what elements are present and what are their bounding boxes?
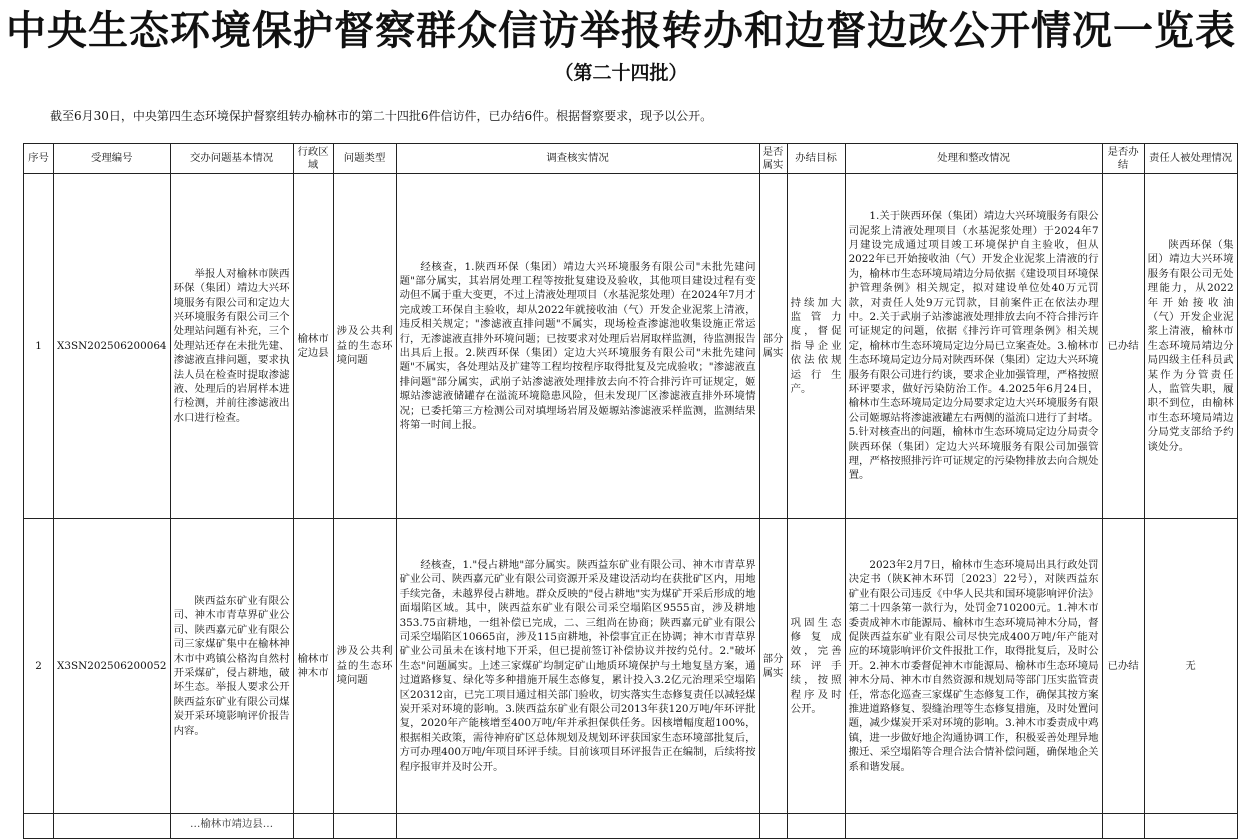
- header-seq: 序号: [24, 144, 54, 174]
- cell-true: 部分属实: [759, 174, 787, 519]
- header-handling: 处理和整改情况: [845, 144, 1102, 174]
- cell-region: 榆林市神木市: [293, 519, 333, 814]
- cell-true: 部分属实: [759, 519, 787, 814]
- cell-responsible: 陕西环保（集团）靖边大兴环境服务有限公司无处理能力，从2022年开始接收油（气）开发企业泥浆上清液，榆林市生态环境局靖边分局四级主任科员武某作为分管责任人，监管失职，履职不到位，由榆林市生态环境局靖边分局党支部给予约谈处分。: [1144, 174, 1237, 519]
- header-type: 问题类型: [333, 144, 396, 174]
- cell-issue-partial: …榆林市靖边县…: [190, 817, 274, 830]
- cell-issue: 陕西益东矿业有限公司、神木市青草界矿业公司、陕西嘉元矿业有限公司三家煤矿集中在榆林神木市中鸡镇公格沟自然村开采煤矿，侵占耕地，破坏生态。举报人要求公开陕西益东矿业有限公司煤炭开采环境影响评价报告内容。: [170, 519, 293, 814]
- header-issue: 交办问题基本情况: [170, 144, 293, 174]
- cell-type: 涉及公共利益的生态环境问题: [333, 174, 396, 519]
- table-row: [24, 519, 1238, 814]
- intro-paragraph: 截至6月30日，中央第四生态环境保护督察组转办榆林市的第二十四批6件信访件，已办结6件。根据督察要求，现予以公开。: [50, 109, 713, 123]
- cell-issue: 举报人对榆林市陕西环保（集团）靖边大兴环境服务有限公司和定边大兴环境服务有限公司三个处理站问题有补充，三个处理站还存在未批先建、渗滤液直排问题，要求执法人员在检查时提取渗滤液、处理后的岩屑样本进行检测，并前往渗滤液出水口进行检查。: [170, 174, 293, 519]
- cell-type: 涉及公共利益的生态环境问题: [333, 519, 396, 814]
- cell-investigation: 经核查，1.陕西环保（集团）靖边大兴环境服务有限公司"未批先建问题"部分属实，其岩屑处理工程等按批复建设及验收，其他项目建设过程有变动但不属于重大变更，不过上清液处理项目（水基泥浆处理）在2024年7月才完成竣工环保自主验收，却从2022年就接收油（气）开发企业泥浆上清液，违反相关规定；"渗滤液直排问题"不属实，现场检查渗滤池收集设施正常运行，无渗滤液直排外环境问题；已按要求对处理后岩屑取样监测，待监测报告出具后上报。2.陕西环保（集团）定边大兴环境服务有限公司"未批先建问题"不属实，各处理站及扩建等工程均按程序取得批复及完成验收；"渗滤液直排问题"部分属实，武崩子站渗滤液处理排放去向不符合排污许可证规定，姬塬站渗滤液储罐存在溢流环境隐患风险，但未发现厂区渗滤液直排外环境情况；已委托第三方检测公司对填埋场岩屑及姬塬站渗滤液采样监测，监测结果将第一时间上报。: [396, 174, 759, 519]
- cell-region: 榆林市定边县: [293, 174, 333, 519]
- cell-target: 持续加大监管力度，督促指导企业依法依规运行生产。: [787, 174, 845, 519]
- header-investigation: 调查核实情况: [396, 144, 759, 174]
- cell-investigation: 经核查，1."侵占耕地"部分属实。陕西益东矿业有限公司、神木市青草界矿业公司、陕西嘉元矿业有限公司资源开采及建设活动均在获批矿区内，用地手续完备，未越界侵占耕地。群众反映的"侵占耕地"实为煤矿开采后形成的地面塌陷区域。其中，陕西益东矿业有限公司采空塌陷区9555亩，涉及耕地353.75亩耕地，一组补偿已完成，二、三组尚在协商；陕西嘉元矿业有限公司采空塌陷区10665亩，涉及115亩耕地，补偿事宜正在协调；神木市青草界矿业公司虽未在该村地下开采，但已提前签订补偿协议并按约兑付。2."破坏生态"问题属实。上述三家煤矿均制定矿山地质环境保护与土地复垦方案，通过道路修复、绿化等多种措施开展生态修复，累计投入3.2亿元治理采空塌陷区20312亩，已完工项目通过相关部门验收，切实落实生态修复责任以减轻煤炭开采对环境的影响。3.陕西益东矿业有限公司2013年获120万吨/年环评批复，2020年产能核增至400万吨/年并承担保供任务。因核增幅度超100%，根据相关政策，需待神府矿区总体规划及规划环评获国家生态环境部批复后，方可办理400万吨/年项目环评手续。目前该项目环评报告正在编制，后续将按程序报审并及时公开。: [396, 519, 759, 814]
- cell-seq: 1: [24, 174, 54, 519]
- cell-done: 已办结: [1102, 174, 1144, 519]
- cell-handling: 2023年2月7日，榆林市生态环境局出具行政处罚决定书（陕K神木环罚〔2023〕22号），对陕西益东矿业有限公司违反《中华人民共和国环境影响评价法》第二十四条第一款行为，处罚金710200元。1.神木市委责成神木市能源局、榆林市生态环境局神木分局，督促陕西益东矿业有限公司尽快完成400万吨/年产能对应的环境影响评价文件报批工作，取得批复后，及时公开。2.神木市委督促神木市能源局、榆林市生态环境局神木分局、神木市自然资源和规划局等部门压实监管责任，常态化巡查三家煤矿生态修复工作，确保其按方案推进道路修复、裂缝治理等生态修复措施，及时处置问题，减少煤炭开采对环境的影响。3.神木市委责成中鸡镇，进一步做好地企沟通协调工作，积极妥善处理异地搬迁、采空塌陷等合理合法合情补偿问题，确保地企关系和谐发展。: [845, 519, 1102, 814]
- cell-target: 巩固生态修复成效，完善环评手续，按照程序及时公开。: [787, 519, 845, 814]
- cell-responsible: 无: [1144, 519, 1237, 814]
- cell-handling: 1.关于陕西环保（集团）靖边大兴环境服务有限公司泥浆上清液处理项目（水基泥浆处理）于2024年7月建设完成通过项目竣工环境保护自主验收，但从2022年已开始接收油（气）开发企业泥浆上清液的行为，榆林市生态环境局靖边分局依据《建设项目环境保护管理条例》相关规定，拟对建设单位处40万元罚款，对责任人处9万元罚款，目前案件正在依法办理中。2.关于武崩子站渗滤液处理排放去向不符合排污许可证规定的问题，依据《排污许可管理条例》相关规定，榆林市生态环境局定边分局已立案查处。3.榆林市生态环境局定边分局对陕西环保（集团）定边大兴环境服务有限公司进行约谈，要求企业加强管理，严格按照环评要求，做好污染防治工作。4.2025年6月24日，榆林市生态环境局定边分局要求定边大兴环境服务有限公司姬塬站将渗滤液罐左右两侧的溢流口进行了封堵。5.针对核查出的问题，榆林市生态环境局定边分局责令陕西环保（集团）定边大兴环境服务有限公司加强管理，严格按照排污许可证规定的污染物排放去向合规处置。: [845, 174, 1102, 519]
- header-target: 办结目标: [787, 144, 845, 174]
- table-row-partial: [24, 814, 1238, 839]
- cell-done: 已办结: [1102, 519, 1144, 814]
- header-true: 是否属实: [759, 144, 787, 174]
- cell-seq: 2: [24, 519, 54, 814]
- petition-table: [23, 143, 1238, 839]
- header-done: 是否办结: [1102, 144, 1144, 174]
- header-code: 受理编号: [54, 144, 171, 174]
- cell-code: X3SN202506200064: [54, 174, 171, 519]
- header-responsible: 责任人被处理情况: [1144, 144, 1237, 174]
- table-header-row: [24, 144, 1238, 174]
- batch-subtitle: （第二十四批）: [554, 62, 688, 84]
- page-title: 中央生态环境保护督察群众信访举报转办和边督边改公开情况一览表: [6, 8, 1236, 54]
- table-row: [24, 174, 1238, 519]
- header-region: 行政区域: [293, 144, 333, 174]
- cell-code: X3SN202506200052: [54, 519, 171, 814]
